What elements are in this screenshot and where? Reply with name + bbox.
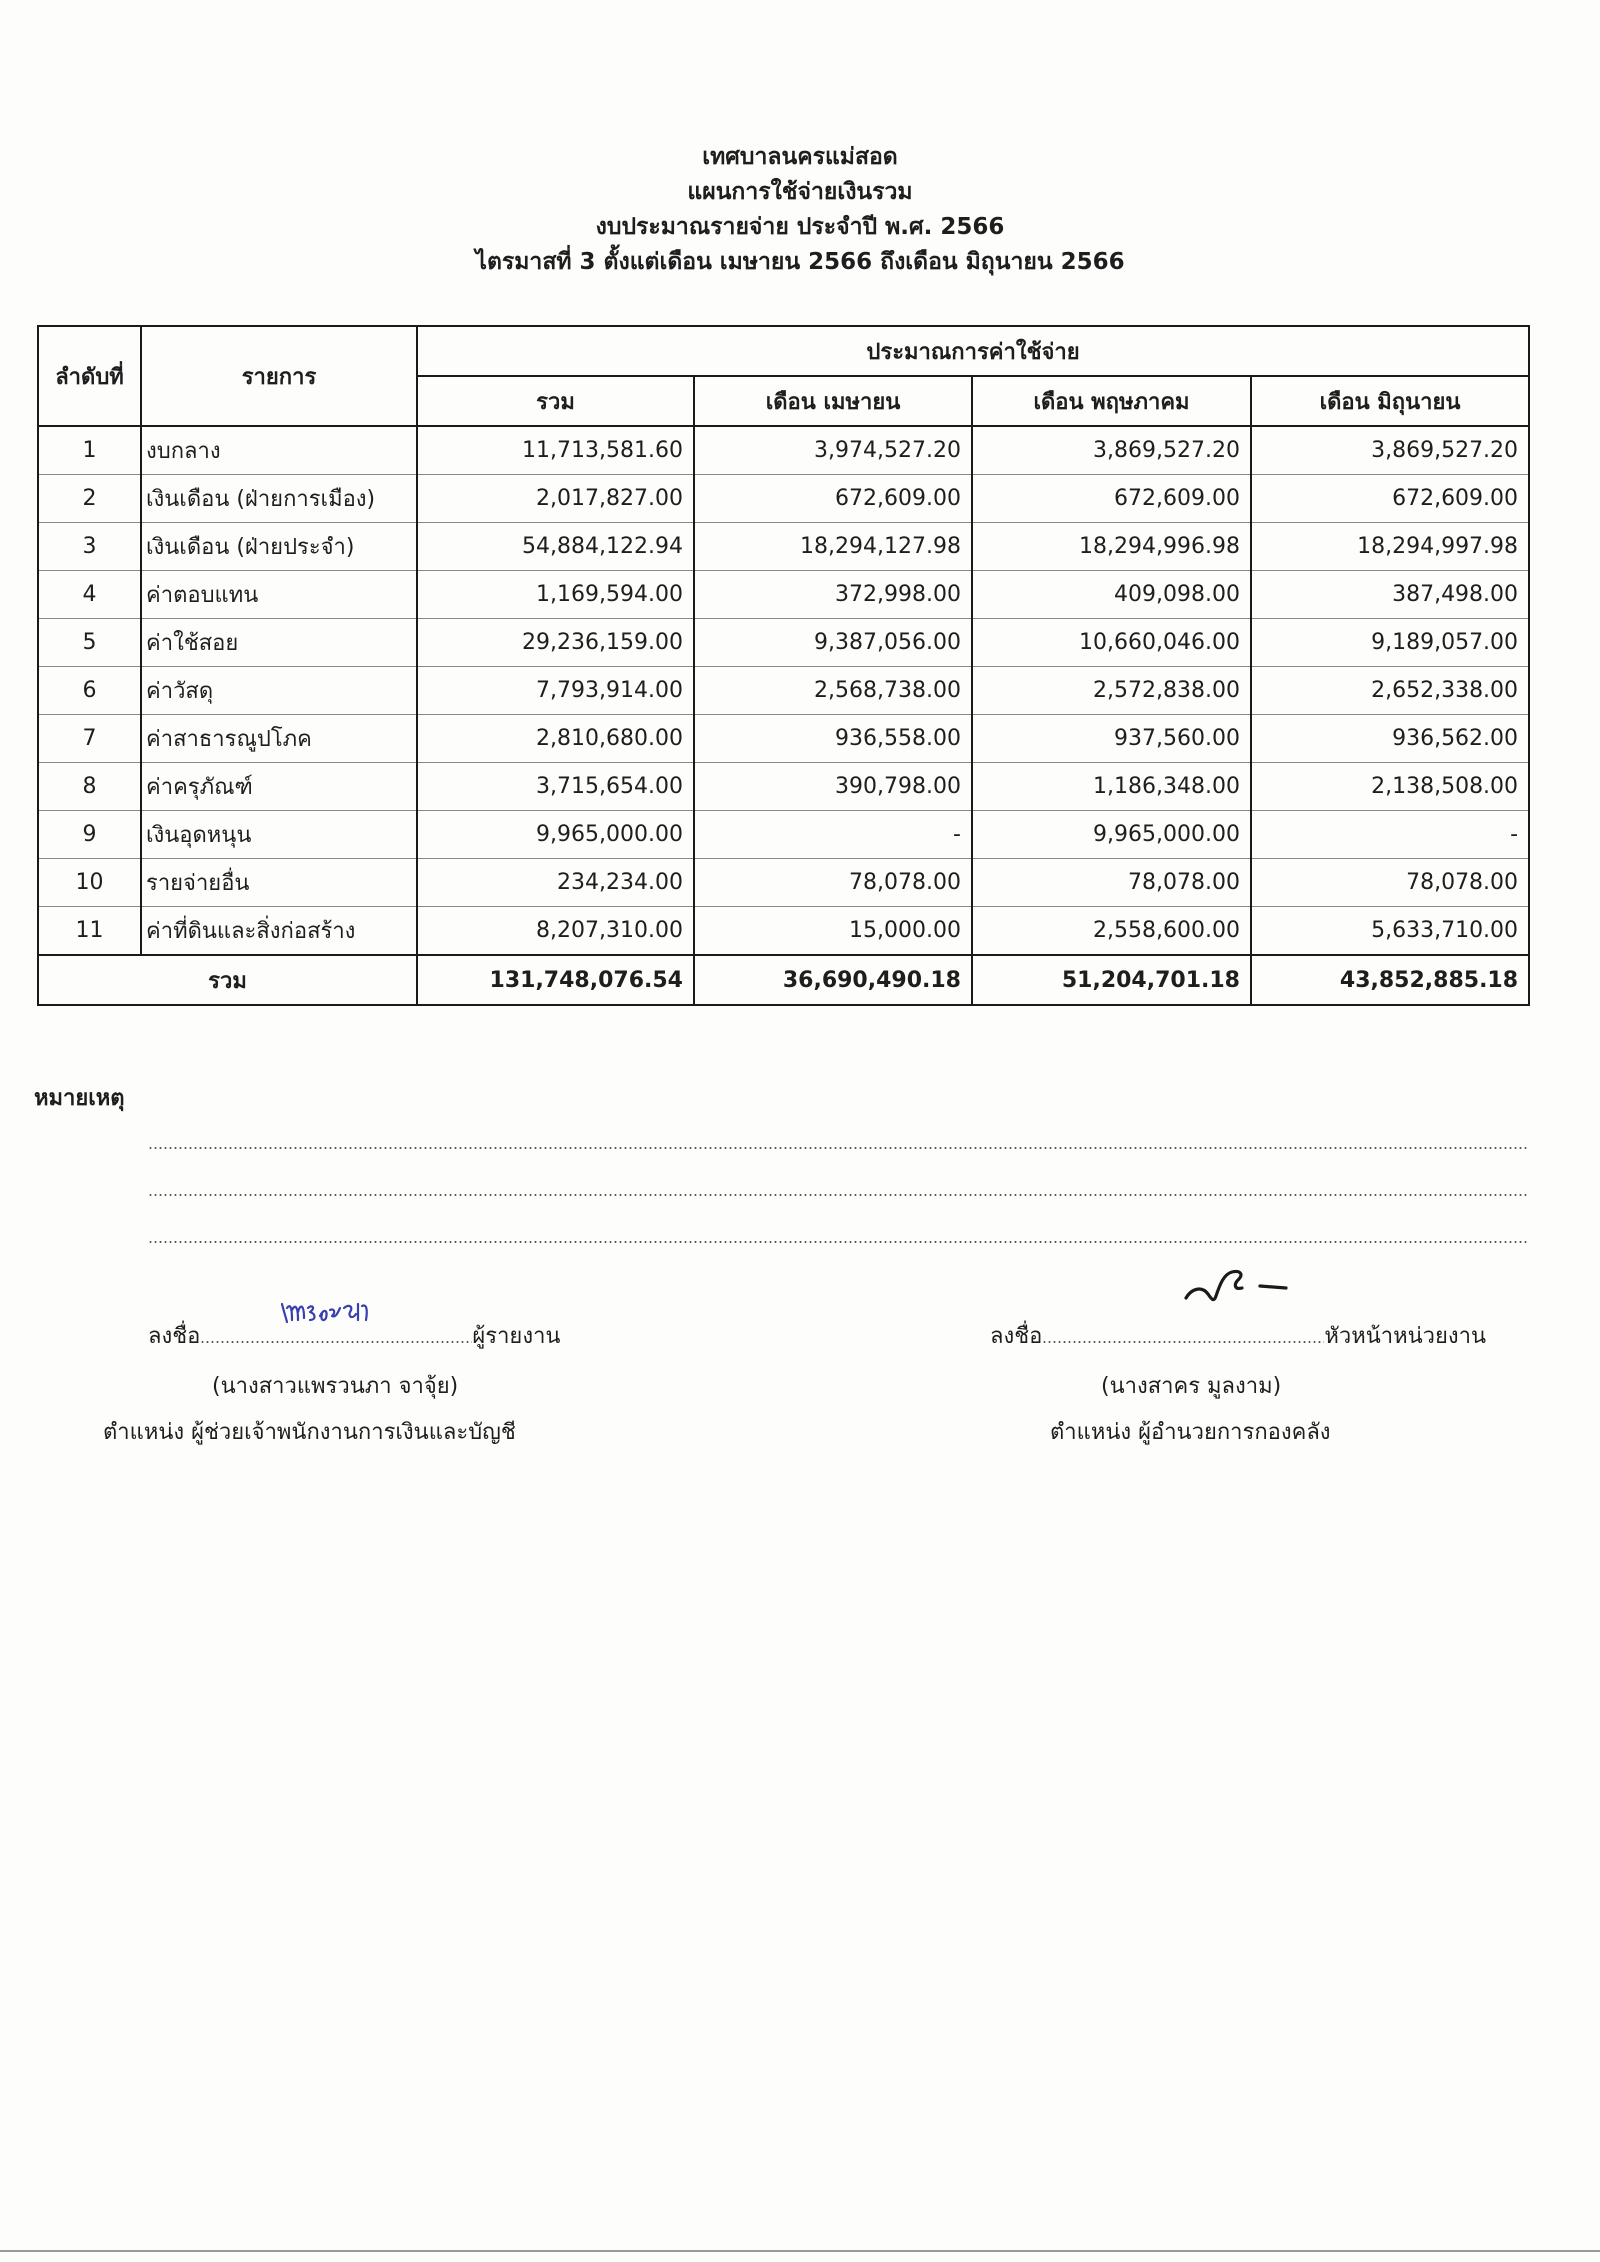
- head-role: หัวหน้าหน่วยงาน: [1324, 1324, 1487, 1349]
- row-index: 3: [38, 523, 141, 571]
- row-june: 387,498.00: [1251, 571, 1529, 619]
- table-row: [38, 667, 1529, 715]
- table-row: [38, 811, 1529, 859]
- header-index: ลำดับที่: [38, 326, 141, 426]
- row-total: 3,715,654.00: [417, 763, 694, 811]
- budget-table: [37, 325, 1530, 1006]
- row-item: งบกลาง: [141, 426, 417, 475]
- row-june: 3,869,527.20: [1251, 426, 1529, 475]
- table-row: [38, 619, 1529, 667]
- table-row: [38, 475, 1529, 523]
- header-total: รวม: [417, 376, 694, 426]
- row-item: เงินเดือน (ฝ่ายประจำ): [141, 523, 417, 571]
- row-april: 2,568,738.00: [694, 667, 972, 715]
- row-june: 78,078.00: [1251, 859, 1529, 907]
- organization-title: เทศบาลนครแม่สอด: [702, 144, 898, 170]
- page-bottom-edge: [0, 2250, 1600, 2252]
- row-index: 6: [38, 667, 141, 715]
- reporter-name: (นางสาวแพรวนภา จาจุ้ย): [212, 1374, 459, 1399]
- budget-year: งบประมาณรายจ่าย ประจำปี พ.ศ. 2566: [595, 214, 1005, 240]
- row-index: 11: [38, 907, 141, 956]
- row-index: 1: [38, 426, 141, 475]
- row-april: -: [694, 811, 972, 859]
- head-name: (นางสาคร มูลงาม): [1101, 1374, 1282, 1399]
- row-april: 18,294,127.98: [694, 523, 972, 571]
- quarter-period: ไตรมาสที่ 3 ตั้งแต่เดือน เมษายน 2566 ถึงเดือน มิถุนายน 2566: [475, 249, 1125, 275]
- total-sum: 131,748,076.54: [417, 955, 694, 1005]
- reporter-sign-prefix: ลงชื่อ: [148, 1324, 201, 1349]
- reporter-position: ตำแหน่ง ผู้ช่วยเจ้าพนักงานการเงินและบัญชี: [103, 1420, 516, 1445]
- row-june: 5,633,710.00: [1251, 907, 1529, 956]
- header-june: เดือน มิถุนายน: [1251, 376, 1529, 426]
- header-may: เดือน พฤษภาคม: [972, 376, 1251, 426]
- table-row: [38, 523, 1529, 571]
- row-index: 5: [38, 619, 141, 667]
- row-may: 2,572,838.00: [972, 667, 1251, 715]
- row-may: 9,965,000.00: [972, 811, 1251, 859]
- row-item: ค่าครุภัณฑ์: [141, 763, 417, 811]
- row-june: 18,294,997.98: [1251, 523, 1529, 571]
- table-row: [38, 715, 1529, 763]
- table-row: [38, 907, 1529, 956]
- row-may: 78,078.00: [972, 859, 1251, 907]
- total-row: [38, 955, 1529, 1005]
- remarks-line[interactable]: [148, 1241, 1528, 1243]
- row-item: เงินเดือน (ฝ่ายการเมือง): [141, 475, 417, 523]
- total-april: 36,690,490.18: [694, 955, 972, 1005]
- row-item: ค่าสาธารณูปโภค: [141, 715, 417, 763]
- row-april: 936,558.00: [694, 715, 972, 763]
- total-may: 51,204,701.18: [972, 955, 1251, 1005]
- head-sign-line: [990, 1318, 1486, 1353]
- row-item: ค่าตอบแทน: [141, 571, 417, 619]
- table-row: [38, 763, 1529, 811]
- remarks-line[interactable]: [148, 1194, 1528, 1196]
- head-sign-prefix: ลงชื่อ: [990, 1324, 1043, 1349]
- remarks-line[interactable]: [148, 1147, 1528, 1149]
- row-total: 8,207,310.00: [417, 907, 694, 956]
- header-item: รายการ: [141, 326, 417, 426]
- row-may: 3,869,527.20: [972, 426, 1251, 475]
- row-may: 18,294,996.98: [972, 523, 1251, 571]
- row-total: 2,017,827.00: [417, 475, 694, 523]
- row-june: 9,189,057.00: [1251, 619, 1529, 667]
- header-april: เดือน เมษายน: [694, 376, 972, 426]
- row-april: 672,609.00: [694, 475, 972, 523]
- row-may: 1,186,348.00: [972, 763, 1251, 811]
- plan-title: แผนการใช้จ่ายเงินรวม: [687, 179, 913, 205]
- row-may: 672,609.00: [972, 475, 1251, 523]
- row-total: 9,965,000.00: [417, 811, 694, 859]
- row-index: 7: [38, 715, 141, 763]
- row-may: 10,660,046.00: [972, 619, 1251, 667]
- row-total: 11,713,581.60: [417, 426, 694, 475]
- row-april: 3,974,527.20: [694, 426, 972, 475]
- row-item: รายจ่ายอื่น: [141, 859, 417, 907]
- row-item: ค่าที่ดินและสิ่งก่อสร้าง: [141, 907, 417, 956]
- row-june: 2,138,508.00: [1251, 763, 1529, 811]
- table-row: [38, 571, 1529, 619]
- row-may: 409,098.00: [972, 571, 1251, 619]
- row-april: 372,998.00: [694, 571, 972, 619]
- row-april: 9,387,056.00: [694, 619, 972, 667]
- total-label: รวม: [38, 955, 417, 1005]
- total-june: 43,852,885.18: [1251, 955, 1529, 1005]
- row-april: 78,078.00: [694, 859, 972, 907]
- row-index: 10: [38, 859, 141, 907]
- row-june: -: [1251, 811, 1529, 859]
- row-index: 4: [38, 571, 141, 619]
- row-april: 390,798.00: [694, 763, 972, 811]
- row-total: 54,884,122.94: [417, 523, 694, 571]
- header-estimate-group: ประมาณการค่าใช้จ่าย: [417, 326, 1529, 376]
- row-item: ค่าวัสดุ: [141, 667, 417, 715]
- row-june: 2,652,338.00: [1251, 667, 1529, 715]
- row-total: 234,234.00: [417, 859, 694, 907]
- row-total: 2,810,680.00: [417, 715, 694, 763]
- document-header: [0, 140, 1600, 280]
- row-june: 672,609.00: [1251, 475, 1529, 523]
- head-signature: [1180, 1262, 1310, 1316]
- row-april: 15,000.00: [694, 907, 972, 956]
- row-index: 8: [38, 763, 141, 811]
- table-body: [38, 426, 1529, 955]
- row-total: 29,236,159.00: [417, 619, 694, 667]
- row-may: 2,558,600.00: [972, 907, 1251, 956]
- row-item: ค่าใช้สอย: [141, 619, 417, 667]
- head-position: ตำแหน่ง ผู้อำนวยการกองคลัง: [1050, 1420, 1331, 1445]
- row-may: 937,560.00: [972, 715, 1251, 763]
- head-signature-field[interactable]: [1042, 1341, 1324, 1343]
- row-june: 936,562.00: [1251, 715, 1529, 763]
- row-item: เงินอุดหนุน: [141, 811, 417, 859]
- table-row: [38, 426, 1529, 475]
- row-index: 2: [38, 475, 141, 523]
- remarks-label: หมายเหตุ: [34, 1086, 125, 1111]
- table-row: [38, 859, 1529, 907]
- reporter-sign-line: [148, 1318, 560, 1353]
- row-total: 7,793,914.00: [417, 667, 694, 715]
- row-index: 9: [38, 811, 141, 859]
- row-total: 1,169,594.00: [417, 571, 694, 619]
- reporter-role: ผู้รายงาน: [472, 1324, 561, 1349]
- reporter-signature-field[interactable]: [200, 1341, 472, 1343]
